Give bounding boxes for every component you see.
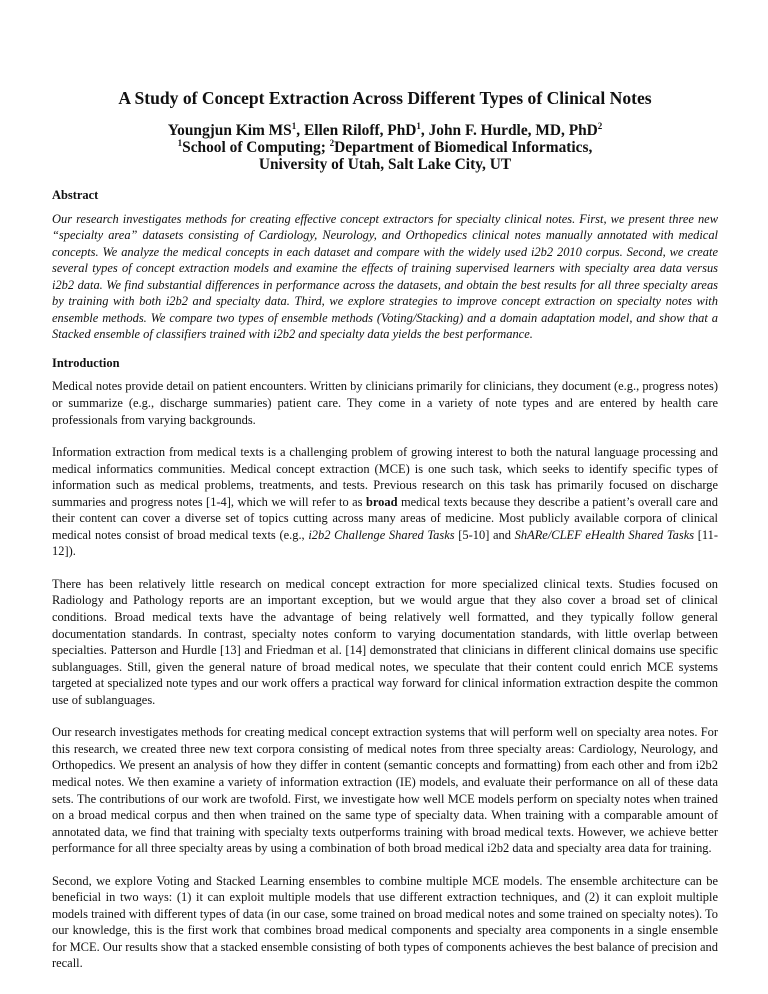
affiliation-marker: 1 xyxy=(177,138,183,148)
abstract-text: Our research investigates methods for creating effective concept extractors for specialty clinical notes. First, we present three new “specialty area” datasets consisting of Cardiology, Neurology, and Orthopedics clinical notes manually annotated with medical concepts. We analyze the medical concepts in each dataset and compare with the widely used i2b2 2010 corpus. Second, we create several types of concept extraction models and examine the effects of training supervised learners with specialty area data versus i2b2 data. We find substantial differences in performance across the datasets, and obtain the best results for all three specialty areas by training with both i2b2 and specialty data. Third, we explore strategies to improve concept extraction on specialty notes with ensemble methods. We compare two types of ensemble methods (Voting/Stacking) and a domain adaptation model, and show that a Stacked ensemble of classifiers trained with i2b2 and specialty data yields the best performance. xyxy=(52,211,718,342)
paragraph-text: There has been relatively little research on medical concept extraction for more specialized clinical texts. Studies focused on Radiology and Pathology reports are an important exception, but we would argue that they also cover a broad set of clinical conditions. Broad medical texts have the advantage of being relatively well formatted, and they typically follow general documentation standards. In contrast, specialty notes conform to varying documentation standards, with little overlap between specialties. Patterson and Hurdle [13] and Friedman et al. [14] demonstrated that clinicians in different clinical domains use specific sublanguages. Still, given the general nature of broad medical notes, we speculate that their content could enrich MCE systems targeted at specialized note types and our work offers a practical way forward for clinical information extraction despite the common use of sublanguages. xyxy=(52,576,718,707)
affiliation-marker: 2 xyxy=(329,138,335,148)
paragraph-text: Second, we explore Voting and Stacked Learning ensembles to combine multiple MCE models. The ensemble architecture can be beneficial in two ways: (1) it can exploit multiple models that use different extraction techniques, and (2) it can exploit multiple models trained with different types of data (in our case, some trained on broad medical notes and some trained on specialty notes). To our knowledge, this is the first work that combines broad medical components and specialty area components in a single ensemble for MCE. Our results show that a stacked ensemble consisting of both types of components achieves the best balance of precision and recall. xyxy=(52,873,718,971)
paragraph-text: [11-12]). xyxy=(52,527,718,559)
abstract-heading: Abstract xyxy=(52,188,99,202)
italic-term: ShARe/CLEF eHealth Shared Tasks xyxy=(514,527,695,542)
introduction-body xyxy=(52,378,718,972)
intro-paragraph xyxy=(52,576,718,708)
paragraph-text: medical texts because they describe a patient’s overall care and their content can cover a diverse set of topics cutting across many areas of medicine. Most publicly available corpora of clinical medical notes consist of broad medical texts (e.g., xyxy=(52,494,718,542)
affiliation-location: University of Utah, Salt Lake City, UT xyxy=(258,156,512,173)
author-name: Youngjun Kim MS xyxy=(167,122,292,139)
author-separator: , xyxy=(296,122,304,139)
paper-title: A Study of Concept Extraction Across Different Types of Clinical Notes xyxy=(118,88,652,108)
intro-paragraph xyxy=(52,444,718,560)
intro-paragraph xyxy=(52,724,718,856)
affiliations-line xyxy=(52,139,718,156)
affiliation-2: Department of Biomedical Informatics, xyxy=(334,139,593,156)
italic-term: i2b2 Challenge Shared Tasks xyxy=(308,527,455,542)
paragraph-text: Information extraction from medical texts is a challenging problem of growing interest to both the natural language processing and medical informatics communities. Medical concept extraction (MCE) is one such task, which seeks to identify specific types of information such as medical problems, treatments, and tests. Previous research on this task has primarily focused on discharge summaries and progress notes [1-4], which we will refer to as xyxy=(52,445,718,509)
paragraph-text: Our research investigates methods for creating medical concept extraction systems that will perform well on specialty area notes. For this research, we created three new text corpora consisting of medical notes from three specialty areas: Cardiology, Neurology, and Orthopedics. We present an analysis of how they differ in content (semantic concepts and formatting) from each other and from i2b2 medical notes. We then examine a variety of information extraction (IE) models, and evaluate their performance on all of these data sets. The contributions of our work are twofold. First, we investigate how well MCE models perform on specialty notes when trained on a broad medical corpus and then when trained on the same type of specialty data. When training with a comparable amount of annotated data, we find that training with specialty texts outperforms training with broad medical texts. However, we achieve better performance for all three specialty areas by using a combination of both broad medical i2b2 data and specialty area data for training. xyxy=(52,725,718,856)
author-affiliation-marker: 1 xyxy=(291,121,297,131)
paper-body xyxy=(52,187,718,988)
paragraph-text: Medical notes provide detail on patient encounters. Written by clinicians primarily for clinicians, they document (e.g., progress notes) or summarize (e.g., discharge summaries) patient care. They come in a variety of note types and are entered by health care professionals from varying backgrounds. xyxy=(52,379,718,427)
intro-paragraph xyxy=(52,378,718,428)
author-list xyxy=(52,122,718,139)
author-block xyxy=(52,122,718,173)
affiliation-1: School of Computing; xyxy=(182,139,330,156)
author-name: Ellen Riloff, PhD xyxy=(303,122,417,139)
paragraph-text: [5-10] and xyxy=(454,527,515,542)
bold-term: broad xyxy=(365,494,398,509)
introduction-heading: Introduction xyxy=(52,355,120,370)
author-affiliation-marker: 2 xyxy=(597,121,603,131)
author-affiliation-marker: 1 xyxy=(416,121,421,131)
author-name: John F. Hurdle, MD, PhD xyxy=(428,122,598,139)
author-separator: , xyxy=(420,122,429,139)
intro-paragraph xyxy=(52,873,718,972)
